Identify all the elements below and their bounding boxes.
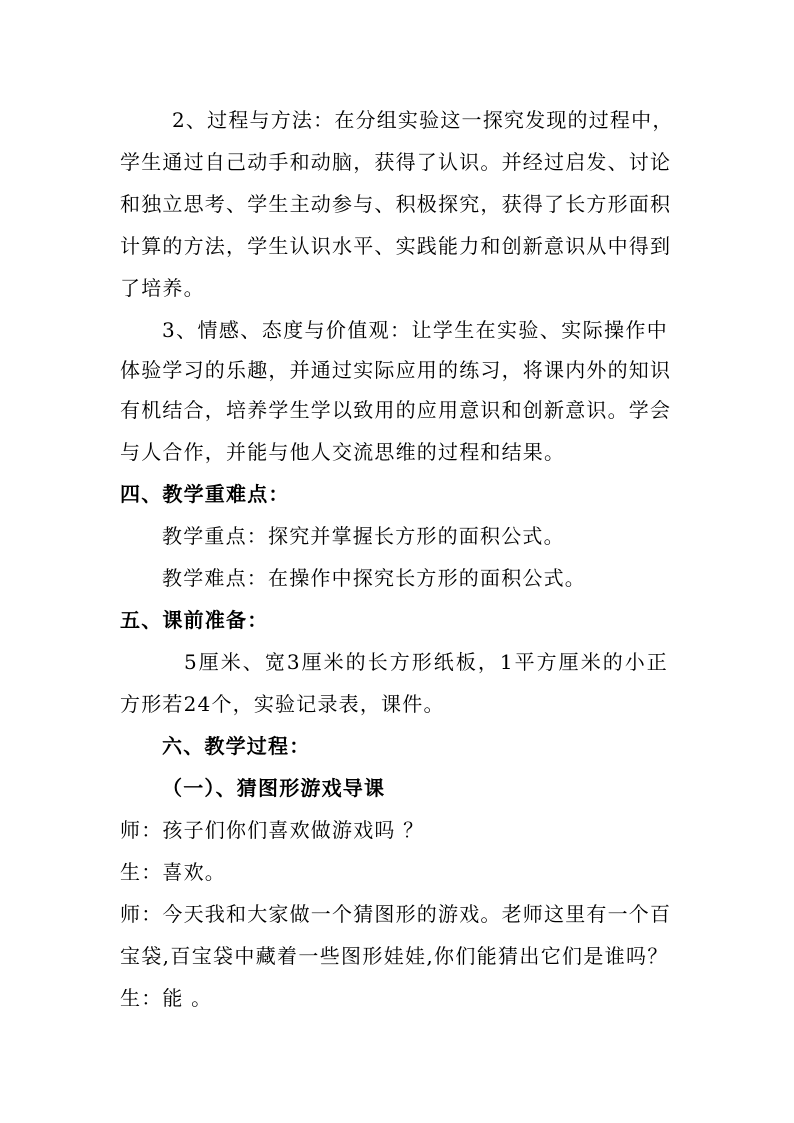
dialogue-line: 生：喜欢。 [120, 860, 226, 884]
paragraph-line: 体验学习的乐趣，并通过实际应用的练习，将课内外的知识 [120, 358, 672, 382]
dialogue-line: 师：孩子们你们喜欢做游戏吗 ？ [120, 818, 425, 842]
paragraph-line: 2、过程与方法：在分组实验这一探究发现的过程中， [172, 108, 674, 132]
paragraph-line: 了培养。 [120, 276, 205, 300]
paragraph-line: 5厘米、宽3厘米的长方形纸板，1平方厘米的小正 [184, 650, 668, 674]
paragraph-line: 教学难点：在操作中探究长方形的面积公式。 [162, 566, 586, 590]
section-heading: 六、教学过程： [162, 734, 311, 758]
paragraph-line: 有机结合，培养学生学以致用的应用意识和创新意识。学会 [120, 398, 672, 422]
dialogue-line: 师：今天我和大家做一个猜图形的游戏。老师这里有一个百 [120, 902, 672, 926]
paragraph-line: 和独立思考、学生主动参与、积极探究，获得了长方形面积 [120, 192, 672, 216]
section-heading: 五、课前准备： [120, 608, 269, 632]
paragraph-line: 教学重点：探究并掌握长方形的面积公式。 [162, 524, 565, 548]
dialogue-line: 生：能 。 [120, 986, 213, 1010]
paragraph-line: 方形若24个，实验记录表，课件。 [120, 692, 445, 716]
dialogue-line: 宝袋,百宝袋中藏着一些图形娃娃,你们能猜出它们是谁吗？ [120, 944, 668, 968]
paragraph-line: 计算的方法，学生认识水平、实践能力和创新意识从中得到 [120, 234, 672, 258]
paragraph-line: 3、情感、态度与价值观：让学生在实验、实际操作中 [162, 318, 668, 342]
subsection-heading: （一）、猜图形游戏导课 [162, 776, 386, 800]
section-heading: 四、教学重难点： [120, 482, 290, 506]
paragraph-line: 与人合作，并能与他人交流思维的过程和结果。 [120, 440, 566, 464]
paragraph-line: 学生通过自己动手和动脑，获得了认识。并经过启发、讨论 [120, 150, 672, 174]
